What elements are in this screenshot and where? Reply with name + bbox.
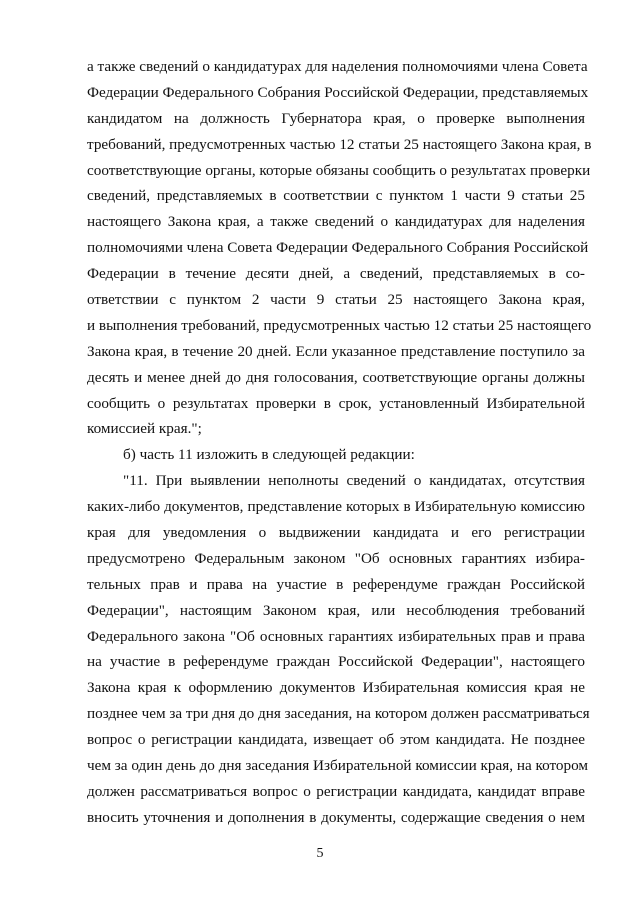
text-line: каких-либо документов, представление которых в Избирательную комиссию — [87, 498, 585, 516]
text-line: края для уведомления о выдвижении кандидата и его регистрации — [87, 524, 585, 542]
text-line: "11. При выявлении неполноты сведений о кандидатах, отсутствия — [123, 472, 585, 490]
text-line: чем за один день до дня заседания Избирательной комиссии края, на котором — [87, 757, 589, 775]
text-line: Федерального закона "Об основных гарантиях избирательных прав и права — [87, 627, 585, 645]
text-line: комиссией края."; — [87, 420, 202, 438]
text-line: предусмотрено Федеральным законом "Об основных гарантиях избира- — [87, 549, 585, 567]
text-line: сообщить о результатах проверки в срок, установленный Избирательной — [87, 394, 585, 412]
body-text — [87, 54, 592, 831]
text-line: кандидатом на должность Губернатора края, о проверке выполнения — [87, 109, 585, 127]
text-line: тельных прав и права на участие в референдуме граждан Российской — [87, 575, 585, 593]
text-line: вопрос о регистрации кандидата, извещает об этом кандидата. Не позднее — [87, 731, 585, 749]
text-line: сведений, представляемых в соответствии с пунктом 1 части 9 статьи 25 — [87, 187, 585, 205]
text-line: Закона края, в течение 20 дней. Если указанное представление поступило за — [87, 342, 585, 360]
text-line: Федерации", настоящим Законом края, или несоблюдения требований — [87, 601, 585, 619]
text-line: настоящего Закона края, а также сведений о кандидатурах для наделения — [87, 213, 585, 231]
text-line: десять и менее дней до дня голосования, соответствующие органы должны — [87, 368, 585, 386]
text-line: Закона края к оформлению документов Избирательная комиссия края не — [87, 679, 585, 697]
text-line: вносить уточнения и дополнения в документы, содержащие сведения о нем — [87, 808, 585, 826]
text-line: на участие в референдуме граждан Российской Федерации", настоящего — [87, 653, 585, 671]
text-line: должен рассматриваться вопрос о регистрации кандидата, кандидат вправе — [87, 782, 585, 800]
text-line: требований, предусмотренных частью 12 статьи 25 настоящего Закона края, в — [87, 135, 592, 153]
text-line: соответствующие органы, которые обязаны сообщить о результатах проверки — [87, 161, 591, 179]
text-line: и выполнения требований, предусмотренных частью 12 статьи 25 настоящего — [87, 316, 592, 334]
text-line: а также сведений о кандидатурах для наделения полномочиями члена Совета — [87, 58, 588, 75]
text-line: б) часть 11 изложить в следующей редакции: — [123, 446, 415, 464]
text-line: Федерации Федерального Собрания Российской Федерации, представляемых — [87, 83, 589, 101]
text-line: полномочиями члена Совета Федерации Федерального Собрания Российской — [87, 239, 589, 257]
text-line: позднее чем за три дня до дня заседания, на котором должен рассматриваться — [87, 705, 590, 723]
text-line: ответствии с пунктом 2 части 9 статьи 25 настоящего Закона края, — [87, 291, 585, 309]
page-number: 5 — [316, 846, 324, 861]
text-line: Федерации в течение десяти дней, а сведений, представляемых в со- — [87, 265, 585, 283]
